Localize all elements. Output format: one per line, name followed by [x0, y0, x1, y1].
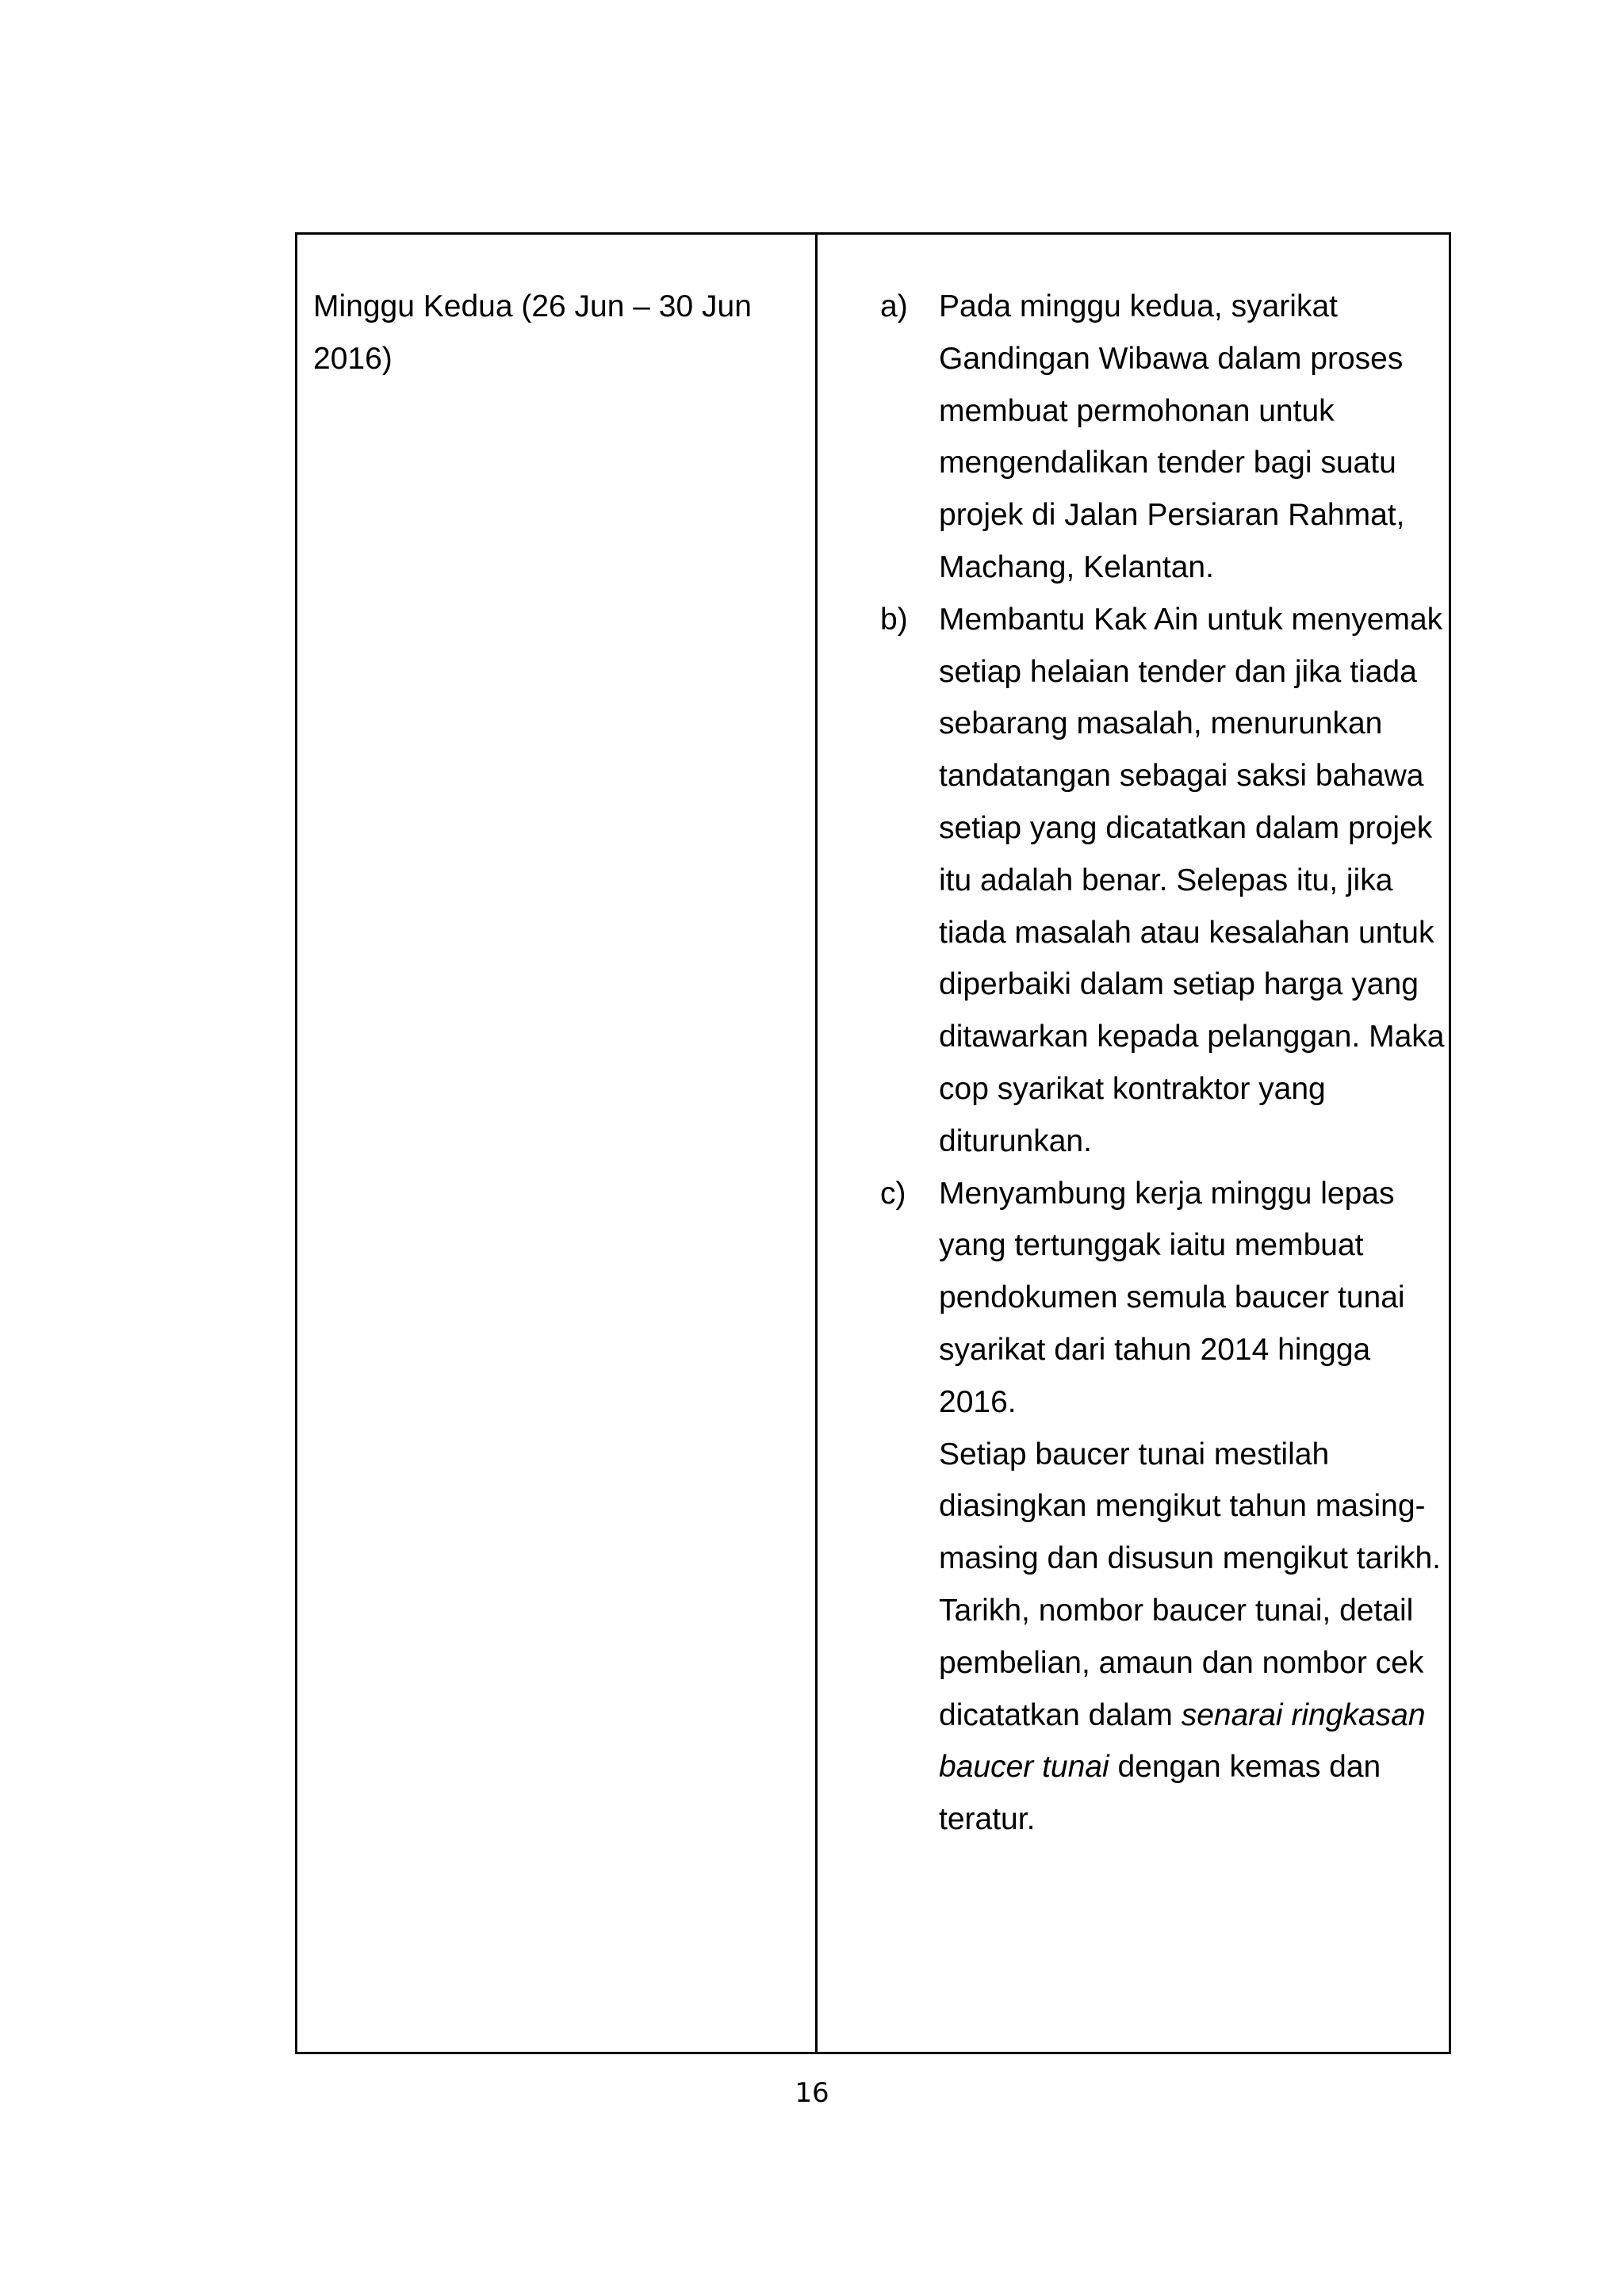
item-marker: c) — [880, 1176, 906, 1211]
text-line: membuat permohonan untuk — [939, 393, 1335, 428]
activity-item-a — [880, 281, 1451, 594]
text-line: diperbaiki dalam setiap harga yang — [939, 967, 1419, 1002]
italic-term: senarai ringkasan — [1181, 1697, 1426, 1732]
activity-item-c — [880, 1168, 1451, 1846]
activity-cell — [880, 281, 1451, 1846]
text-line: setiap yang dicatatkan dalam projek — [939, 810, 1433, 845]
activity-item-b — [880, 594, 1451, 1168]
text-line: sebarang masalah, menurunkan — [939, 706, 1383, 741]
italic-term: baucer tunai — [939, 1750, 1109, 1785]
text-line: pembelian, amaun dan nombor cek — [939, 1645, 1424, 1680]
text-line: Membantu Kak Ain untuk menyemak — [939, 602, 1443, 637]
text-line: cop syarikat kontraktor yang — [939, 1071, 1326, 1106]
text-line: Menyambung kerja minggu lepas — [939, 1176, 1395, 1211]
text-line: diturunkan. — [939, 1123, 1092, 1158]
text-line: mengendalikan tender bagi suatu — [939, 446, 1396, 480]
text-line: projek di Jalan Persiaran Rahmat, — [939, 498, 1405, 533]
text-line: Setiap baucer tunai mestilah — [939, 1437, 1330, 1471]
item-marker: a) — [880, 289, 908, 323]
item-text — [939, 281, 1446, 594]
item-text — [939, 1168, 1446, 1846]
text-line: Gandingan Wibawa dalam proses — [939, 341, 1404, 376]
text-line: Machang, Kelantan. — [939, 549, 1214, 584]
text-line: Pada minggu kedua, syarikat — [939, 289, 1338, 323]
text-line: diasingkan mengikut tahun masing- — [939, 1489, 1426, 1524]
period-cell: Minggu Kedua (26 Jun – 30 Jun 2016) — [313, 289, 752, 376]
text-line: Tarikh, nombor baucer tunai, detail — [939, 1593, 1414, 1628]
text-line: tiada masalah atau kesalahan untuk — [939, 915, 1434, 950]
text-line: masing dan disusun mengikut tarikh. — [939, 1541, 1442, 1576]
text-line: pendokumen semula baucer tunai — [939, 1280, 1405, 1315]
text-line: syarikat dari tahun 2014 hingga 2016. — [939, 1332, 1371, 1419]
item-marker: b) — [880, 602, 908, 637]
text-line: ditawarkan kepada pelanggan. Maka — [939, 1020, 1445, 1054]
text-line: teratur. — [939, 1802, 1036, 1837]
text-line: dengan kemas dan — [1109, 1750, 1381, 1785]
text-line: setiap helaian tender dan jika tiada — [939, 654, 1417, 689]
column-divider — [815, 235, 818, 2052]
text-line: tandatangan sebagai saksi bahawa — [939, 759, 1424, 794]
text-line: yang tertunggak iaitu membuat — [939, 1228, 1364, 1263]
text-line: itu adalah benar. Selepas itu, jika — [939, 863, 1393, 897]
text-line: dicatatkan dalam — [939, 1697, 1182, 1732]
page-number: 16 — [795, 2077, 829, 2109]
item-text — [939, 594, 1446, 1168]
weekly-activity-table — [295, 232, 1451, 2054]
